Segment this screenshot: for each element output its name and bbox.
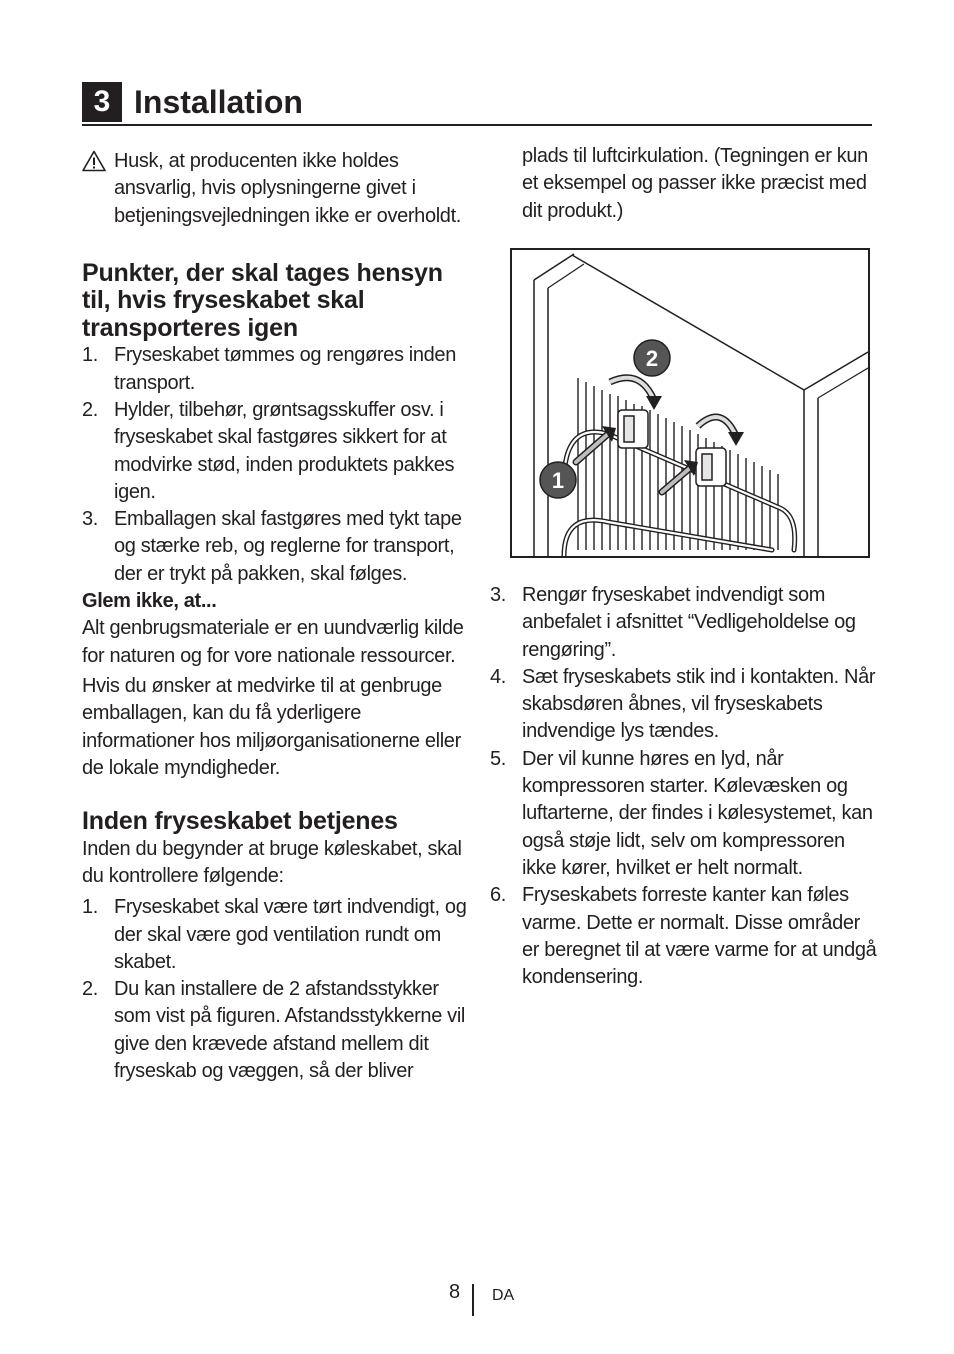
recycling-paragraph: Hvis du ønsker at medvirke til at genbruge emballagen, kan du få yderligere informationer hos miljøorganisationerne eller de lokale myndigheder. xyxy=(82,674,461,779)
list-item: 2. Hylder, tilbehør, grøntsagsskuffer osv. i fryseskabet skal fastgøres sikkert for at modvirke stød, inden produktets pakkes igen. xyxy=(82,398,455,503)
before-use-heading: Inden fryseskabet betjenes xyxy=(82,807,398,836)
chapter-header xyxy=(82,82,872,126)
language-code: DA xyxy=(492,1287,515,1304)
step-badge-1 xyxy=(540,462,576,498)
warning-text: Husk, at producenten ikke holdes ansvarlig, hvis oplysningerne givet i betjeningsvejledningen ikke er overholdt. xyxy=(114,150,461,227)
list-item: 4. Sæt fryseskabets stik ind i kontakten. Når skabsdøren åbnes, vil fryseskabets indvendige lys tændes. xyxy=(490,665,876,743)
page-number: 8 xyxy=(449,1281,461,1303)
step-badge-2 xyxy=(634,340,670,376)
transport-list xyxy=(82,342,470,588)
before-use-intro: Inden du begynder at bruge køleskabet, skal du kontrollere følgende: xyxy=(82,837,462,887)
list-item: 1. Fryseskabet skal være tørt indvendigt, og der skal være god ventilation rundt om skabet. xyxy=(82,896,467,973)
remember-paragraph: Alt genbrugsmateriale er en uundværlig kilde for naturen og for vore nationale ressourcer. xyxy=(82,617,464,667)
list-item: 2. Du kan installere de 2 afstandsstykker som vist på figuren. Afstandsstykkerne vil give den krævede afstand mellem dit fryseskab og væggen, så der bliver xyxy=(82,978,466,1083)
svg-text:2: 2 xyxy=(645,346,659,371)
before-use-list xyxy=(82,894,470,1085)
right-column-list xyxy=(490,556,880,991)
right-column xyxy=(490,143,880,225)
list-item: 3. Rengør fryseskabet indvendigt som anbefalet i afsnittet “Vedligeholdelse og rengøring”. xyxy=(490,584,856,661)
list-item: 5. Der vil kunne høres en lyd, når kompressoren starter. Kølevæsken og luftarterne, der findes i kølesystemet, kan også støje lidt, selv om kompressoren ikke kører, hvilket er helt normalt. xyxy=(490,747,873,879)
spacer-installation-figure xyxy=(510,248,870,558)
before-use-list-continued xyxy=(490,582,880,991)
list-item: 6. Fryseskabets forreste kanter kan føles varme. Dette er normalt. Disse områder er beregnet til at være varme for at undgå kondensering. xyxy=(490,884,877,989)
list-item: 3. Emballagen skal fastgøres med tykt tape og stærke reb, og reglerne for transport, der er trykt på pakken, skal følges. xyxy=(82,508,462,585)
left-column xyxy=(82,148,470,1085)
warning-note xyxy=(82,148,470,230)
warning-triangle-icon xyxy=(82,150,106,172)
chapter-number: 3 xyxy=(82,82,122,122)
remember-heading: Glem ikke, at... xyxy=(82,590,217,613)
list-item-continuation: plads til luftcirkulation. (Tegningen er kun et eksempel og passer ikke præcist med dit produkt.) xyxy=(522,145,868,222)
svg-text:1: 1 xyxy=(551,468,565,493)
list-item: 1. Fryseskabet tømmes og rengøres inden transport. xyxy=(82,344,456,394)
chapter-title: Installation xyxy=(134,84,303,120)
transport-heading: Punkter, der skal tages hensyn til, hvis fryseskabet skal transporteres igen xyxy=(82,258,443,342)
footer-divider xyxy=(472,1284,474,1316)
fridge-back-illustration xyxy=(512,250,868,556)
